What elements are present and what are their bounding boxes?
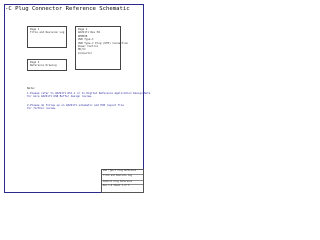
page-box-2-line: Page 2 [78,28,88,31]
page-box-2-line: AOZ2171 Rev H4 [78,31,100,35]
title-block-row: USB Type-C Plug Reference [102,170,143,175]
page-box-2-line: Power Control [78,45,99,49]
page-box-1-line: Page 1 [30,28,40,31]
page-box-1 [27,26,67,48]
page-box-2-line: USB Type-C [78,38,94,42]
title-block-row: Title and Revision Log [102,175,143,181]
page-box-1-line: Title and Revision Log [30,31,65,35]
page-box-2 [75,26,128,70]
page-box-2-line: DEMO08 [78,34,88,38]
page-box-2-line: Connector [78,51,93,55]
page-box-2-line: USB Type-C Plug (UFP) Connection [78,41,128,45]
page-box-3-line: Page 3 [30,61,40,64]
document-title: -C Plug Connector Reference Schematic [5,6,130,12]
note-2-line: for further review. [27,107,57,111]
note-1-line: 1.Please refer to AOZ2171 DS1.1 or to Digital Reference Application Design Note [27,92,151,95]
note-1-line: for more AOZ2171 USB Buffer design review. [27,95,93,99]
title-block-row: Rev 1.0 Sheet 1 of 3 [103,184,130,187]
page-box-3 [27,59,67,71]
title-block-row: AOZ2171 Plug Reference [102,181,143,186]
page-box-2-line: PD/CC [78,48,86,52]
page-box-3-line: Reference Drawing [30,64,57,68]
schematic-sheet [4,4,151,193]
note-1 [27,92,150,99]
note-2 [27,104,124,111]
title-block [101,169,144,193]
note-2-line: 2.Please do follow up on AOZ2171 schematic and PCB layout file [27,104,124,107]
note-label: Note: [27,86,36,90]
